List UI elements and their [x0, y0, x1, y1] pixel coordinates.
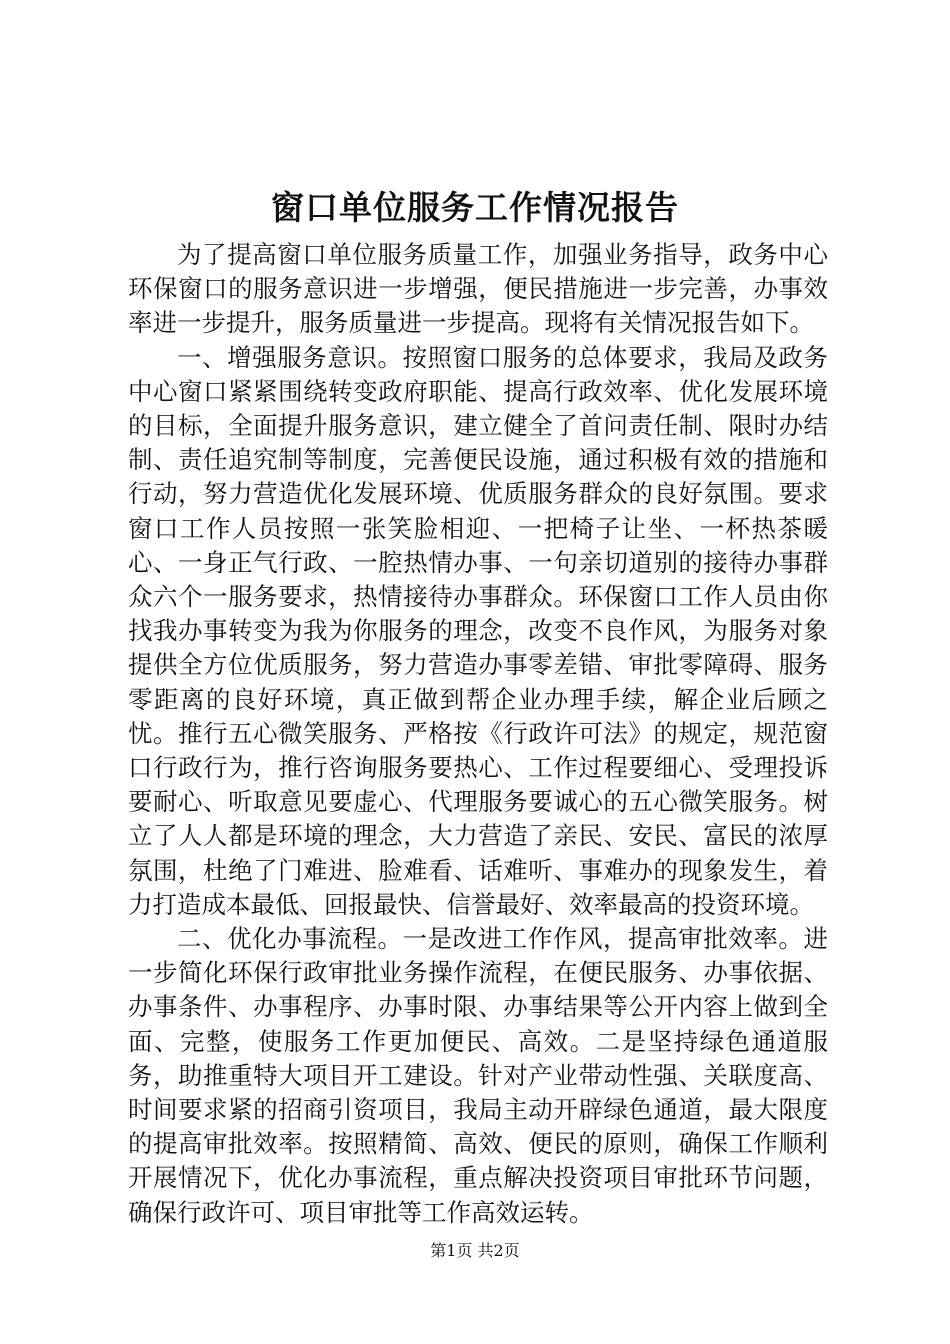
paragraph-section-1: 一、增强服务意识。按照窗口服务的总体要求，我局及政务中心窗口紧紧围绕转变政府职能、提高行政效率、优化发展环境的目标，全面提升服务意识，建立健全了首问责任制、限时办结制、责任追究制等制度，完善便民设施，通过积极有效的措施和行动，努力营造优化发展环境、优质服务群众的良好氛围。要求窗口工作人员按照一张笑脸相迎、一把椅子让坐、一杯热茶暖心、一身正气行政、一腔热情办事、一句亲切道别的接待办事群众六个一服务要求，热情接待办事群众。环保窗口工作人员由你找我办事转变为我为你服务的理念，改变不良作风，为服务对象提供全方位优质服务，努力营造办事零差错、审批零障碍、服务零距离的良好环境，真正做到帮企业办理手续，解企业后顾之忧。推行五心微笑服务、严格按《行政许可法》的规定，规范窗口行政行为，推行咨询服务要热心、工作过程要细心、受理投诉要耐心、听取意见要虚心、代理服务要诚心的五心微笑服务。树立了人人都是环境的理念，大力营造了亲民、安民、富民的浓厚氛围，杜绝了门难进、脸难看、话难听、事难办的现象发生，着力打造成本最低、回报最快、信誉最好、效率最高的投资环境。 — [128, 342, 828, 919]
paragraph-section-2: 二、优化办事流程。一是改进工作作风，提高审批效率。进一步简化环保行政审批业务操作流程，在便民服务、办事依据、办事条件、办事程序、办事时限、办事结果等公开内容上做到全面、完整，使服务工作更加便民、高效。二是坚持绿色通道服务，助推重特大项目开工建设。针对产业带动性强、关联度高、时间要求紧的招商引资项目，我局主动开辟绿色通道，最大限度的提高审批效率。按照精简、高效、便民的原则，确保工作顺利开展情况下，优化办事流程，重点解决投资项目审批环节问题，确保行政许可、项目审批等工作高效运转。 — [128, 924, 828, 1227]
document-body — [128, 238, 828, 1230]
document-title: 窗口单位服务工作情况报告 — [271, 188, 679, 227]
page-footer: 第1页 共2页 — [430, 1241, 520, 1260]
paragraph-intro: 为了提高窗口单位服务质量工作，加强业务指导，政务中心环保窗口的服务意识进一步增强，便民措施进一步完善，办事效率进一步提升，服务质量进一步提高。现将有关情况报告如下。 — [128, 240, 828, 338]
